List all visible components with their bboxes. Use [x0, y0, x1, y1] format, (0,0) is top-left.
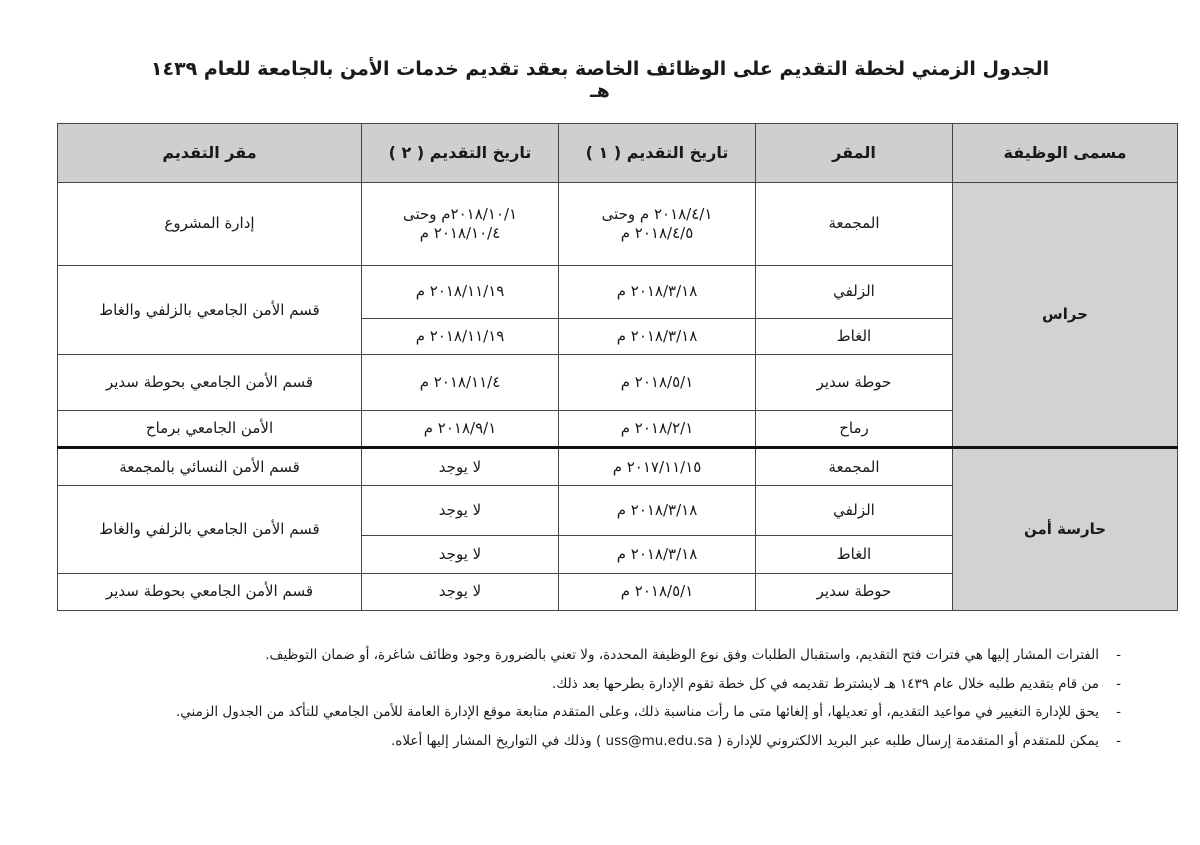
schedule-table	[57, 123, 1178, 611]
note-item: - من قام بتقديم طلبه خلال عام ١٤٣٩ هـ لايشترط تقديمه في كل خطة تقوم الإدارة بطرحها بعد ذلك.	[95, 674, 1125, 696]
location-cell: الزلفي	[756, 265, 953, 318]
job-title-female-guards: حارسة أمن	[953, 447, 1178, 610]
date2-end: ٢٠١٨/١٠/٤ م	[419, 223, 501, 242]
venue-cell: قسم الأمن الجامعي بحوطة سدير	[58, 573, 362, 610]
date1-cell: ٢٠١٧/١١/١٥ م	[559, 447, 756, 485]
header-job: مسمى الوظيفة	[953, 124, 1178, 183]
table-row	[58, 183, 1178, 266]
header-date2: تاريخ التقديم ( ٢ )	[362, 124, 559, 183]
date1-cell: ٢٠١٨/٣/١٨ م	[559, 536, 756, 573]
location-cell: المجمعة	[756, 447, 953, 485]
header-venue: مقر التقديم	[58, 124, 362, 183]
venue-cell: الأمن الجامعي برماح	[58, 410, 362, 447]
table-header-row	[58, 124, 1178, 183]
note-item: - الفترات المشار إليها هي فترات فتح التقديم، واستقبال الطلبات وفق نوع الوظيفة المحددة، ولا تعني بالضرورة وجود وظائف شاغرة، أو ضمان التوظيف.	[95, 645, 1125, 667]
venue-cell: قسم الأمن الجامعي بالزلفي والغاط	[58, 486, 362, 574]
date1-end: ٢٠١٨/٤/٥ م	[620, 223, 694, 242]
location-cell: الغاط	[756, 536, 953, 573]
note-item: - يمكن للمتقدم أو المتقدمة إرسال طلبه عبر البريد الالكتروني للإدارة ( uss@mu.edu.sa ) وذلك في التواريخ المشار إليها أعلاه.	[95, 731, 1125, 753]
location-cell: المجمعة	[756, 183, 953, 266]
date2-cell: ٢٠١٨/٩/١ م	[362, 410, 559, 447]
location-cell: الغاط	[756, 318, 953, 354]
table-row	[58, 447, 1178, 485]
date2-start: ٢٠١٨/١٠/١م وحتى	[402, 205, 518, 224]
venue-cell: إدارة المشروع	[58, 183, 362, 266]
date2-cell: لا يوجد	[362, 536, 559, 573]
venue-cell: قسم الأمن النسائي بالمجمعة	[58, 447, 362, 485]
date1-cell	[559, 183, 756, 266]
header-location: المقر	[756, 124, 953, 183]
page-title: الجدول الزمني لخطة التقديم على الوظائف الخاصة بعقد تقديم خدمات الأمن بالجامعة للعام ١٤٣٩ هـ	[150, 58, 1050, 102]
note-item: - يحق للإدارة التغيير في مواعيد التقديم، أو تعديلها، أو إلغائها متى ما رأت مناسبة ذلك، وعلى المتقدم متابعة موقع الإدارة العامة للأمن الجامعي للتأكد من الجدول الزمني.	[95, 702, 1125, 724]
date2-cell	[362, 183, 559, 266]
date2-cell: لا يوجد	[362, 573, 559, 610]
notes-list	[95, 645, 1125, 759]
venue-cell: قسم الأمن الجامعي بحوطة سدير	[58, 355, 362, 410]
date1-cell: ٢٠١٨/٢/١ م	[559, 410, 756, 447]
venue-cell: قسم الأمن الجامعي بالزلفي والغاط	[58, 265, 362, 355]
date1-start: ٢٠١٨/٤/١ م وحتى	[601, 205, 713, 224]
date1-cell: ٢٠١٨/٣/١٨ م	[559, 486, 756, 536]
location-cell: رماح	[756, 410, 953, 447]
date1-cell: ٢٠١٨/٥/١ م	[559, 355, 756, 410]
date2-cell: لا يوجد	[362, 486, 559, 536]
date1-cell: ٢٠١٨/٣/١٨ م	[559, 265, 756, 318]
job-title-guards: حراس	[953, 183, 1178, 448]
location-cell: الزلفي	[756, 486, 953, 536]
date2-cell: ٢٠١٨/١١/١٩ م	[362, 265, 559, 318]
date2-cell: ٢٠١٨/١١/٤ م	[362, 355, 559, 410]
date2-cell: لا يوجد	[362, 447, 559, 485]
location-cell: حوطة سدير	[756, 355, 953, 410]
header-date1: تاريخ التقديم ( ١ )	[559, 124, 756, 183]
date2-cell: ٢٠١٨/١١/١٩ م	[362, 318, 559, 354]
date1-cell: ٢٠١٨/٣/١٨ م	[559, 318, 756, 354]
location-cell: حوطة سدير	[756, 573, 953, 610]
date1-cell: ٢٠١٨/٥/١ م	[559, 573, 756, 610]
